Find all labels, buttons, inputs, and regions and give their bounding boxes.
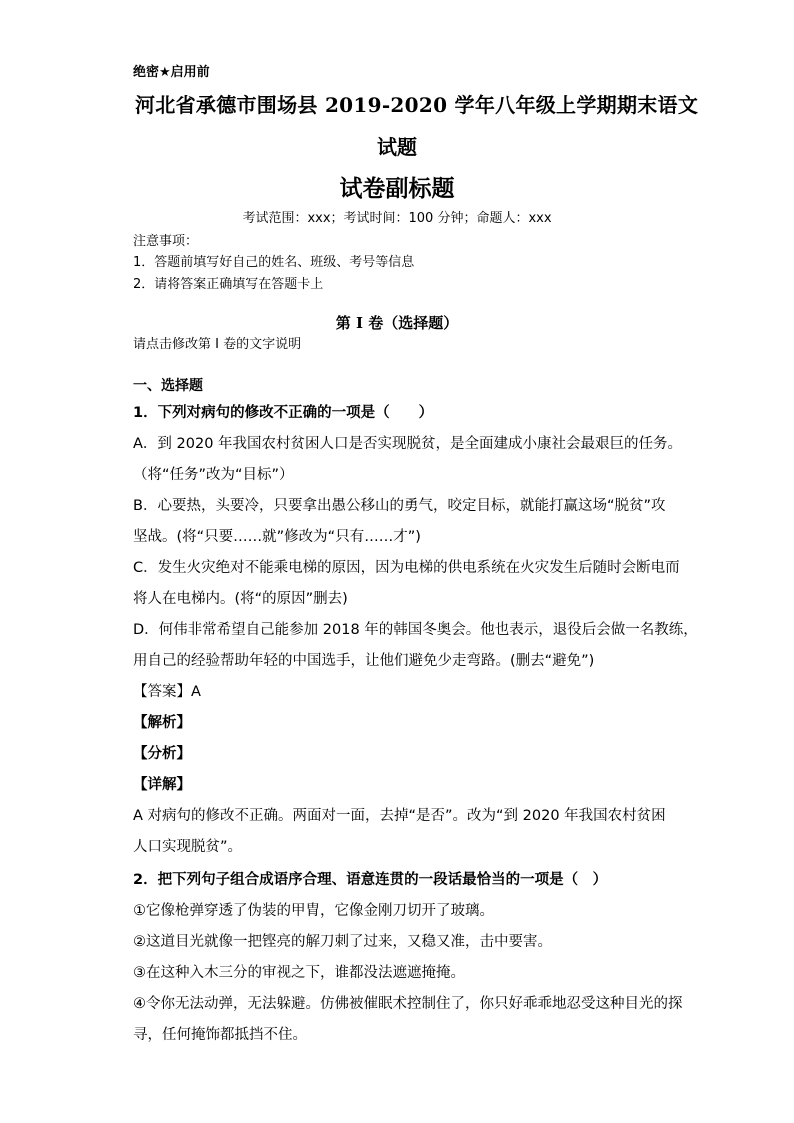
exam-title-line2: 试题 <box>377 135 417 159</box>
fenxi-label: 【分析】 <box>133 746 191 762</box>
answer-label: 【答案】A <box>133 684 201 700</box>
confidential-label: 绝密★启用前 <box>133 65 210 80</box>
question1-option-line: （将“任务”改为“目标”） <box>133 467 294 483</box>
detail-label: 【详解】 <box>133 777 191 793</box>
section-title: 第 I 卷（选择题） <box>335 314 459 332</box>
section-description: 请点击修改第 I 卷的文字说明 <box>133 337 302 352</box>
exam-title-line1: 河北省承德市围场县 2019-2020 学年八年级上学期期末语文 <box>135 93 699 117</box>
exam-info: 考试范围：xxx；考试时间：100 分钟；命题人：xxx <box>242 211 552 226</box>
part-title: 一、选择题 <box>133 378 203 394</box>
question2-sentence: ③在这种入木三分的审视之下，谁都没法遮遮掩掩。 <box>133 965 465 981</box>
question1-option-line: A．到 2020 年我国农村贫困人口是否实现脱贫，是全面建成小康社会最艰巨的任务。 <box>133 436 683 452</box>
question1-option-line: C．发生火灾绝对不能乘电梯的原因，因为电梯的供电系统在火灾发生后随时会断电而 <box>133 560 680 576</box>
exam-subtitle: 试卷副标题 <box>339 175 455 202</box>
question1-option-line: 坚战。(将“只要……就”修改为“只有……才”) <box>133 529 421 545</box>
question1-option-line: D．何伟非常希望自己能参加 2018 年的韩国冬奥会。他也表示，退役后会做一名教练， <box>133 622 698 638</box>
question1-stem: 1．下列对病句的修改不正确的一项是（ ） <box>133 405 434 421</box>
question2-sentence: ②这道目光就像一把铿亮的解刀刺了过来，又稳又准，击中要害。 <box>133 934 552 950</box>
notice-item: 2．请将答案正确填写在答题卡上 <box>133 277 324 292</box>
question2-sentence: ④令你无法动弹，无法躲避。仿佛被催眠术控制住了，你只好乖乖地忍受这种目光的探 <box>133 996 683 1012</box>
question2-sentence: ①它像枪弹穿透了伪装的甲胄，它像金刚刀切开了玻璃。 <box>133 903 494 919</box>
detail-line: 人口实现脱贫”。 <box>133 839 243 855</box>
question2-sentence: 寻，任何掩饰都抵挡不住。 <box>133 1027 307 1043</box>
question1-option-line: B．心要热，头要冷，只要拿出愚公移山的勇气，咬定目标，就能打赢这场“脱贫”攻 <box>133 498 666 514</box>
detail-line: A 对病句的修改不正确。两面对一面，去掉“是否”。改为“到 2020 年我国农村贫困 <box>133 808 666 824</box>
question2-stem: 2．把下列句子组合成语序合理、语意连贯的一段话最恰当的一项是（ ） <box>133 872 608 888</box>
question1-option-line: 用自己的经验帮助年轻的中国选手，让他们避免少走弯路。(删去“避免”) <box>133 653 595 669</box>
notice-item: 1．答题前填写好自己的姓名、班级、考号等信息 <box>133 255 415 270</box>
analysis-label: 【解析】 <box>133 715 191 731</box>
notice-heading: 注意事项： <box>133 234 199 249</box>
question1-option-line: 将人在电梯内。(将“的原因”删去) <box>133 591 348 607</box>
